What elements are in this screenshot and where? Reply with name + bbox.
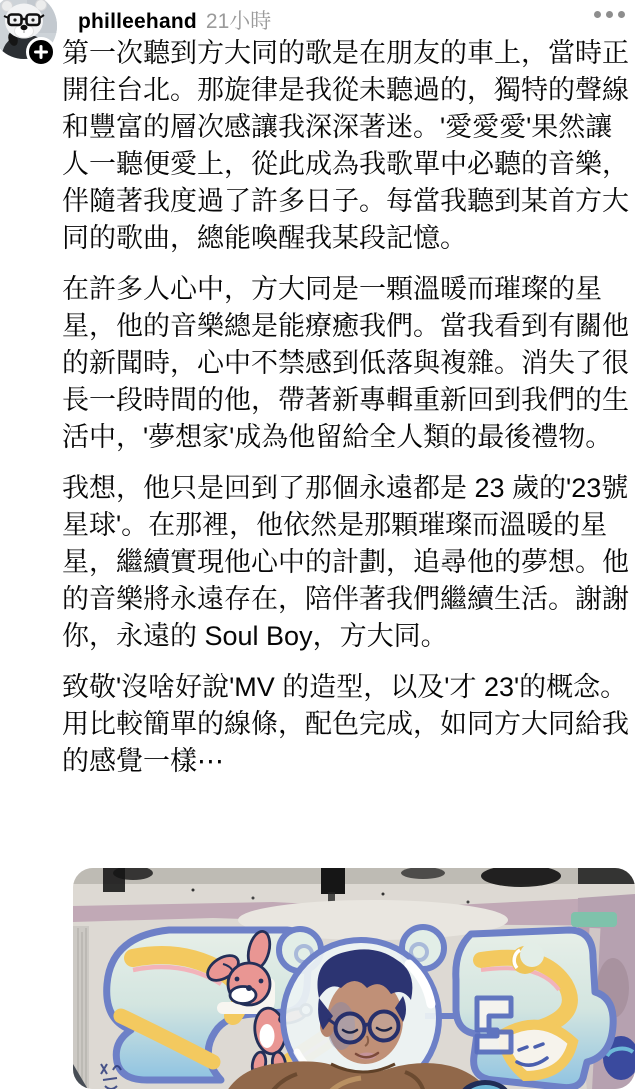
ellipsis-dot — [606, 11, 613, 18]
post-photo[interactable] — [73, 868, 635, 1089]
timestamp: 21小時 — [205, 10, 272, 33]
paragraph: 第一次聽到方大同的歌是在朋友的車上，當時正開往台北。那旋律是我從未聽過的，獨特的聲線和豐富的層次感讓我深深著迷。'愛愛愛'果然讓人一聽便愛上，從此成為我歌單中必聽的音樂，伴隨著我度過了許多日子。每當我聽到某首方大同的歌曲，總能喚醒我某段記憶。 — [62, 38, 629, 253]
ellipsis-dot — [594, 11, 601, 18]
follow-plus-badge[interactable] — [26, 37, 56, 67]
post-header — [78, 5, 271, 35]
ellipsis-dot — [618, 11, 625, 18]
plus-icon — [33, 44, 49, 60]
paragraph: 我想，他只是回到了那個永遠都是 23 歲的'23號星球'。在那裡，他依然是那顆璀璨而溫暖的星星，繼續實現他心中的計劃，追尋他的夢想。他的音樂將永遠存在，陪伴著我們繼續生活。謝謝你，永遠的 Soul Boy，方大同。 — [62, 473, 629, 651]
more-options-button[interactable] — [592, 9, 627, 20]
paragraph: 在許多人心中，方大同是一顆溫暖而璀璨的星星，他的音樂總是能療癒我們。當我看到有關他的新聞時，心中不禁感到低落與複雜。消失了很長一段時間的他，帶著新專輯重新回到我們的生活中，'夢想家'成為他留給全人類的最後禮物。 — [62, 274, 629, 452]
post-body — [62, 35, 632, 780]
username[interactable]: philleehand — [78, 10, 197, 33]
paragraph: 用比較簡單的線條，配色完成，如同方大同給我的感覺一樣⋯ — [62, 709, 629, 776]
mural-illustration — [73, 868, 635, 1089]
paragraph: 致敬'沒啥好說'MV 的造型，以及'才 23'的概念。 — [62, 672, 628, 702]
